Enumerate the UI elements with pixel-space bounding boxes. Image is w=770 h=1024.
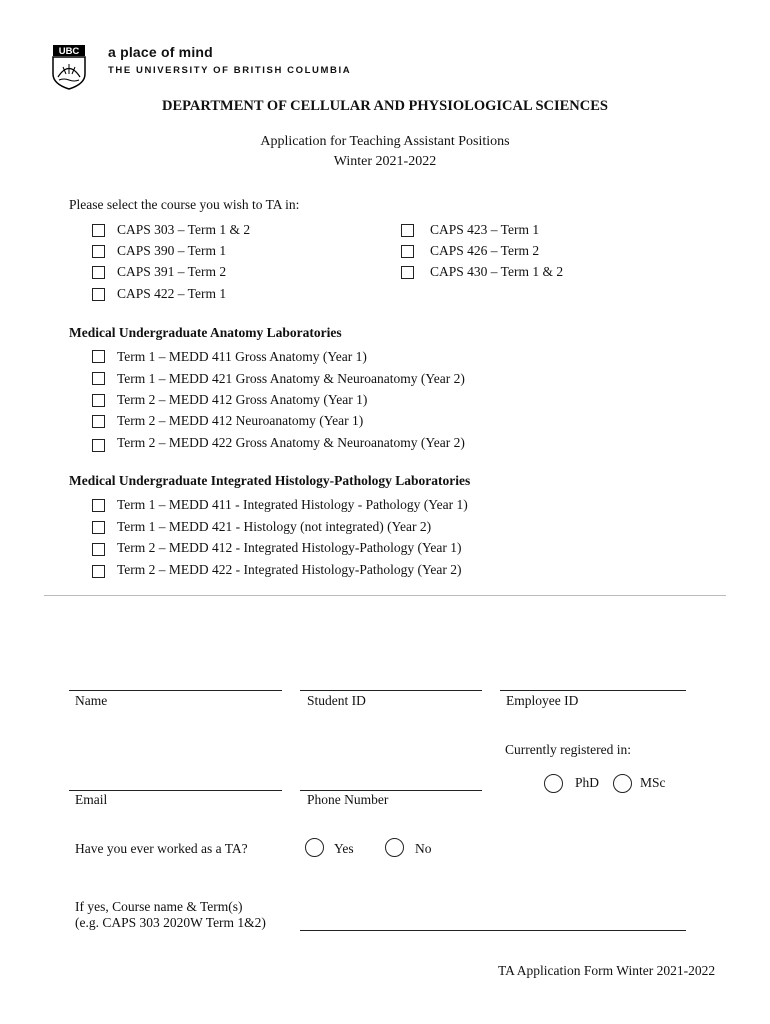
checkbox-anatomy-2[interactable] xyxy=(92,372,105,385)
ta-courses-input[interactable] xyxy=(300,930,686,931)
registered-label: Currently registered in: xyxy=(505,742,631,757)
university-name: THE UNIVERSITY OF BRITISH COLUMBIA xyxy=(108,65,352,76)
checkbox-label: CAPS 423 – Term 1 xyxy=(430,222,540,237)
course-prompt: Please select the course you wish to TA in: xyxy=(69,197,300,212)
section-divider xyxy=(44,595,726,596)
checkbox-label: Term 2 – MEDD 412 Gross Anatomy (Year 1) xyxy=(117,392,368,407)
phd-label: PhD xyxy=(575,775,600,790)
checkbox-label: Term 1 – MEDD 421 Gross Anatomy & Neuroanatomy (Year 2) xyxy=(117,371,465,386)
name-input[interactable] xyxy=(69,690,282,691)
checkbox-label: Term 2 – MEDD 422 - Integrated Histology-Pathology (Year 2) xyxy=(117,562,462,577)
phone-input[interactable] xyxy=(300,790,482,791)
histology-heading: Medical Undergraduate Integrated Histology-Pathology Laboratories xyxy=(69,473,471,488)
svg-text:UBC: UBC xyxy=(58,46,80,57)
radio-phd[interactable] xyxy=(544,774,563,793)
radio-ta-no[interactable] xyxy=(385,838,404,857)
checkbox-histology-1[interactable] xyxy=(92,499,105,512)
employee-id-label: Employee ID xyxy=(506,693,579,708)
checkbox-label: CAPS 391 – Term 2 xyxy=(117,264,227,279)
checkbox-label: CAPS 430 – Term 1 & 2 xyxy=(430,264,564,279)
checkbox-label: CAPS 422 – Term 1 xyxy=(117,286,227,301)
checkbox-anatomy-1[interactable] xyxy=(92,350,105,363)
if-yes-example: (e.g. CAPS 303 2020W Term 1&2) xyxy=(75,915,266,930)
checkbox-label: CAPS 390 – Term 1 xyxy=(117,243,227,258)
email-input[interactable] xyxy=(69,790,282,791)
checkbox-label: Term 1 – MEDD 421 - Histology (not integrated) (Year 2) xyxy=(117,519,432,534)
if-yes-label: If yes, Course name & Term(s) xyxy=(75,899,243,914)
ta-question-label: Have you ever worked as a TA? xyxy=(75,841,248,856)
checkbox-label: Term 2 – MEDD 412 Neuroanatomy (Year 1) xyxy=(117,413,364,428)
radio-ta-yes[interactable] xyxy=(305,838,324,857)
ubc-crest-icon xyxy=(52,44,86,90)
checkbox-label: Term 1 – MEDD 411 - Integrated Histology - Pathology (Year 1) xyxy=(117,497,468,512)
yes-label: Yes xyxy=(334,841,354,856)
checkbox-label: CAPS 426 – Term 2 xyxy=(430,243,540,258)
anatomy-heading: Medical Undergraduate Anatomy Laboratories xyxy=(69,325,342,340)
checkbox-label: CAPS 303 – Term 1 & 2 xyxy=(117,222,251,237)
checkbox-caps-430[interactable] xyxy=(401,266,414,279)
checkbox-anatomy-5[interactable] xyxy=(92,439,105,452)
checkbox-anatomy-4[interactable] xyxy=(92,415,105,428)
form-subtitle: Application for Teaching Assistant Positions xyxy=(260,134,510,149)
footer-text: TA Application Form Winter 2021-2022 xyxy=(498,963,716,978)
checkbox-label: Term 2 – MEDD 412 - Integrated Histology-Pathology (Year 1) xyxy=(117,540,462,555)
checkbox-caps-423[interactable] xyxy=(401,224,414,237)
msc-label: MSc xyxy=(640,775,666,790)
checkbox-histology-3[interactable] xyxy=(92,543,105,556)
tagline: a place of mind xyxy=(108,44,213,60)
checkbox-anatomy-3[interactable] xyxy=(92,394,105,407)
checkbox-caps-422[interactable] xyxy=(92,288,105,301)
checkbox-histology-4[interactable] xyxy=(92,565,105,578)
employee-id-input[interactable] xyxy=(500,690,686,691)
ubc-logo xyxy=(52,44,86,90)
checkbox-label: Term 1 – MEDD 411 Gross Anatomy (Year 1) xyxy=(117,349,367,364)
no-label: No xyxy=(415,841,432,856)
checkbox-histology-2[interactable] xyxy=(92,521,105,534)
name-label: Name xyxy=(75,693,108,708)
form-term: Winter 2021-2022 xyxy=(333,154,437,169)
email-label: Email xyxy=(75,792,108,807)
checkbox-caps-390[interactable] xyxy=(92,245,105,258)
checkbox-caps-426[interactable] xyxy=(401,245,414,258)
checkbox-label: Term 2 – MEDD 422 Gross Anatomy & Neuroanatomy (Year 2) xyxy=(117,435,465,450)
student-id-input[interactable] xyxy=(300,690,482,691)
department-title: DEPARTMENT OF CELLULAR AND PHYSIOLOGICAL SCIENCES xyxy=(162,98,608,114)
radio-msc[interactable] xyxy=(613,774,632,793)
checkbox-caps-391[interactable] xyxy=(92,266,105,279)
phone-label: Phone Number xyxy=(307,792,389,807)
checkbox-caps-303[interactable] xyxy=(92,224,105,237)
student-id-label: Student ID xyxy=(307,693,366,708)
